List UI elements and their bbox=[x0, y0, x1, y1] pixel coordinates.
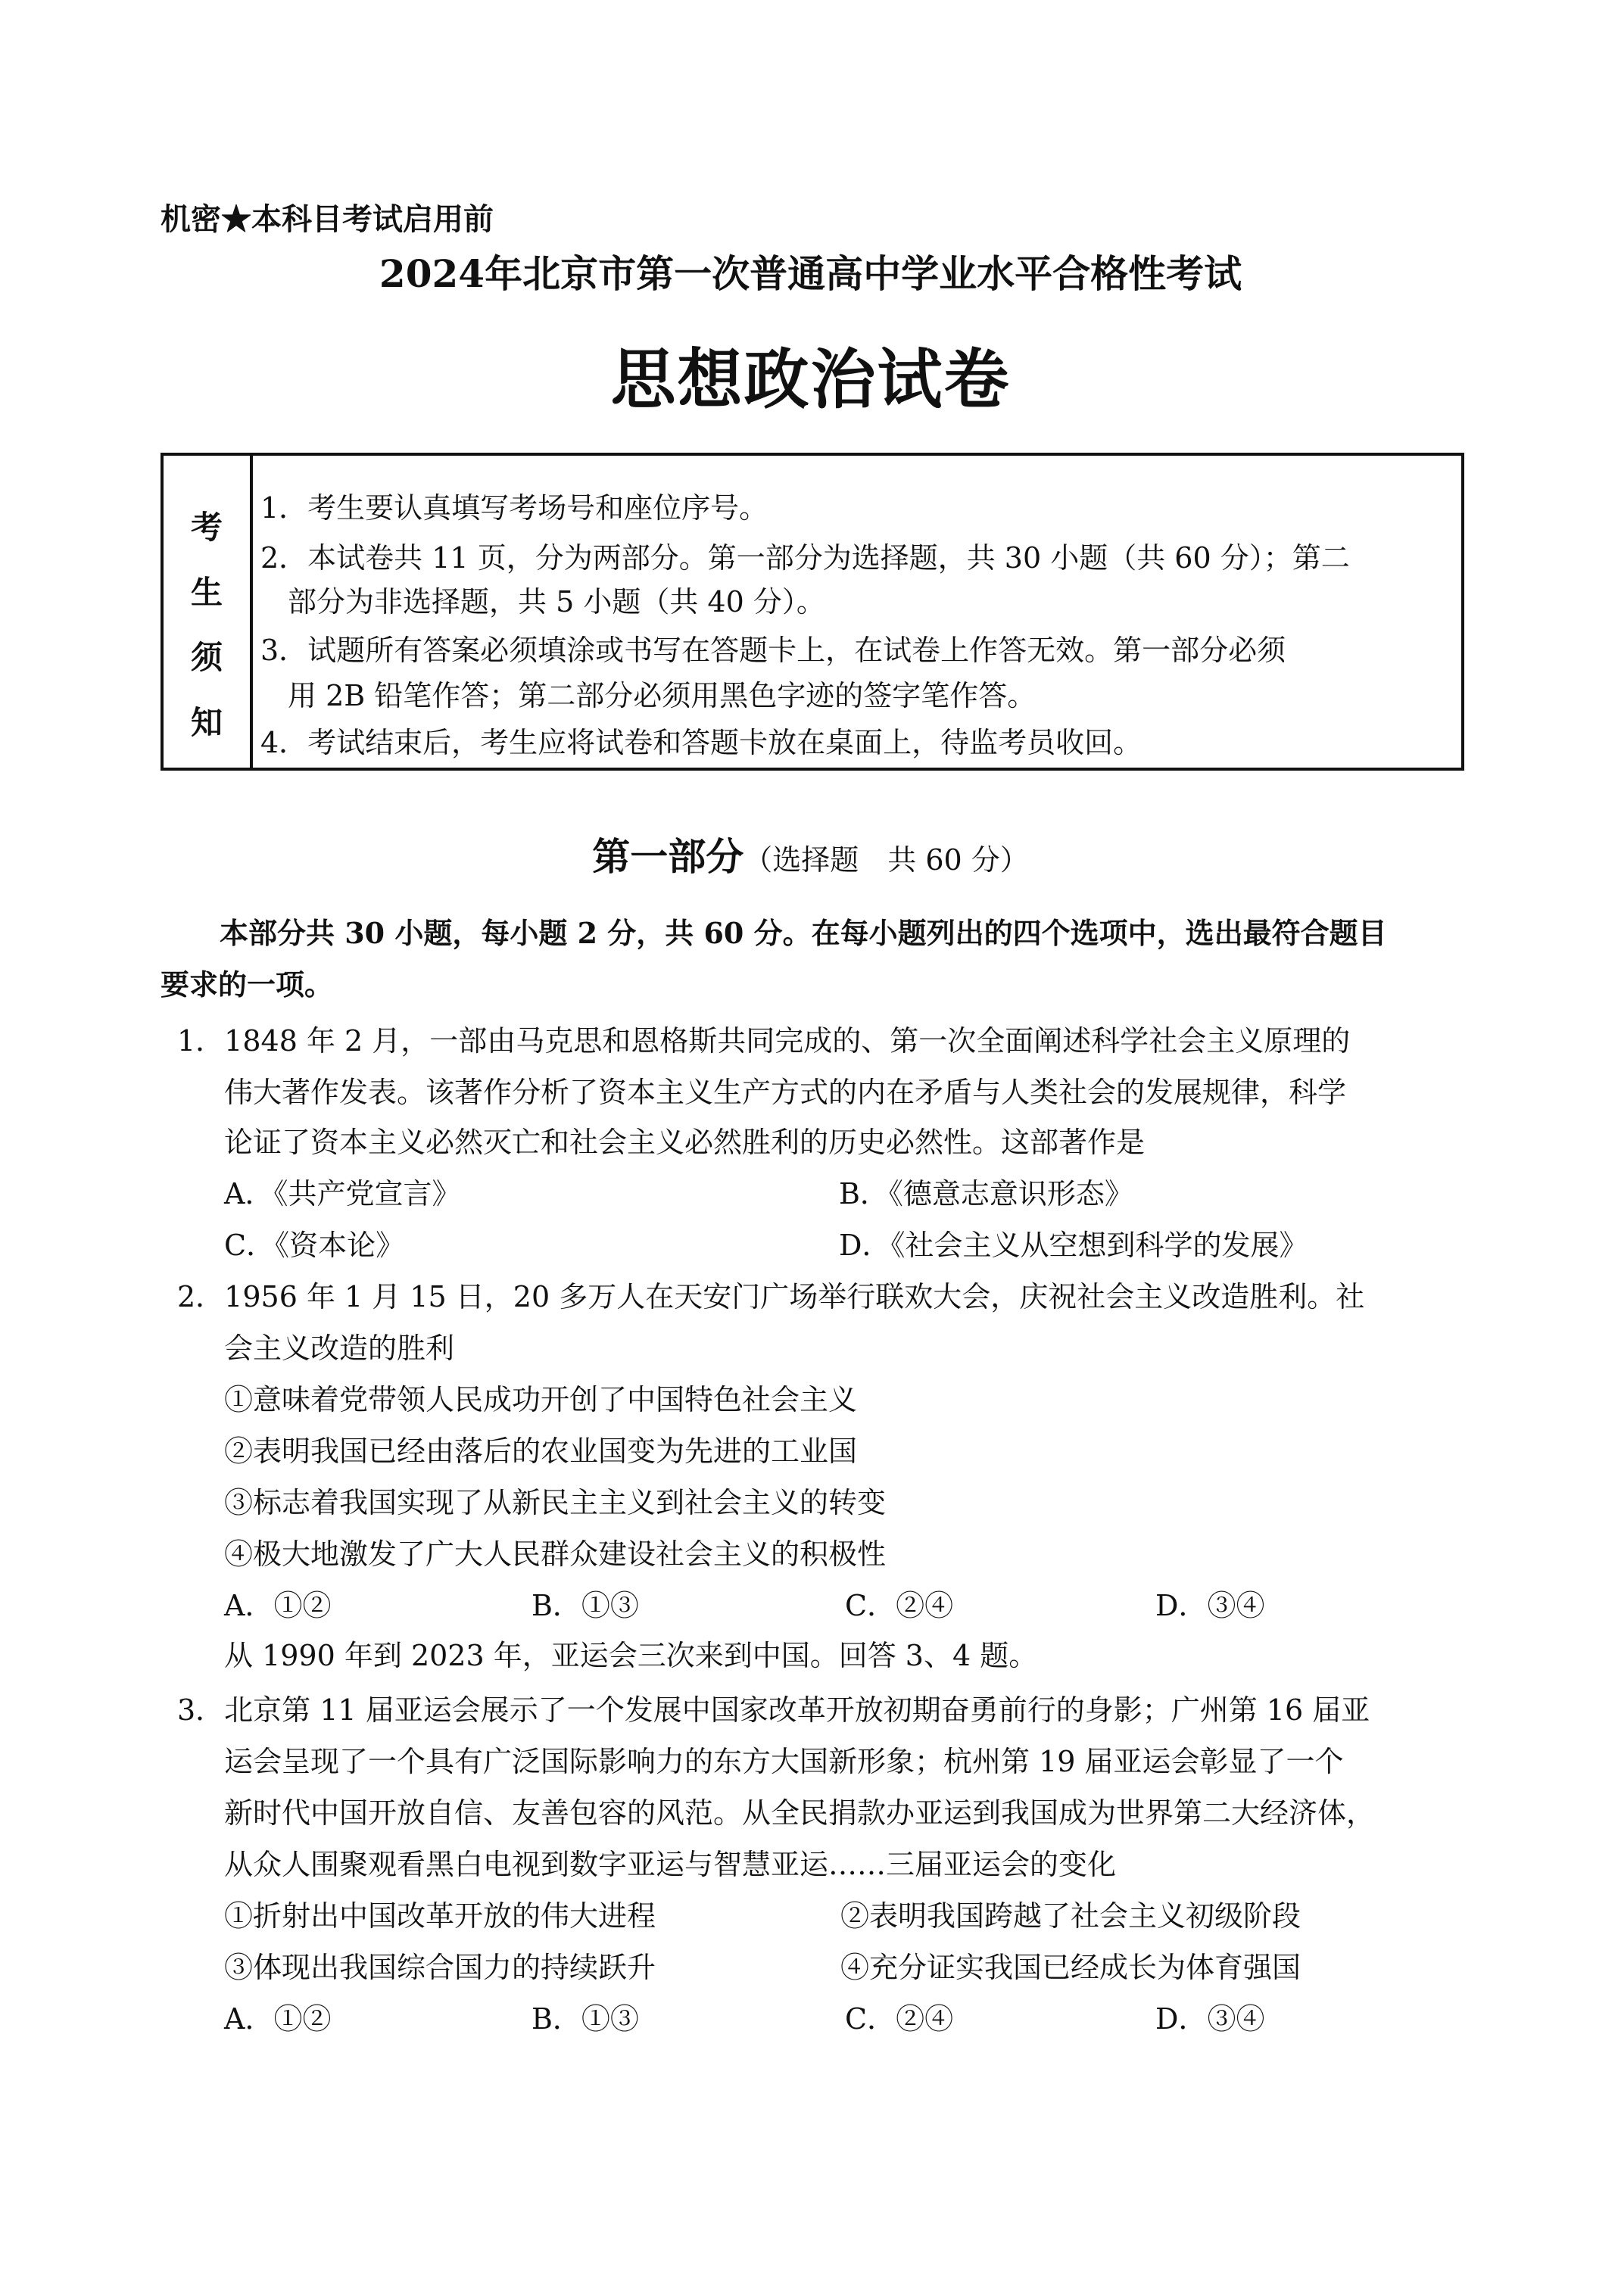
subject-title: 思想政治试卷 bbox=[610, 341, 1011, 418]
question-1-stem: 伟大著作发表。该著作分析了资本主义生产方式的内在矛盾与人类社会的发展规律，科学 bbox=[224, 1076, 1347, 1109]
section-instruction: 本部分共 30 小题，每小题 2 分，共 60 分。在每小题列出的四个选项中，选出最符合题目 bbox=[220, 916, 1387, 950]
notice-heading bbox=[164, 456, 253, 768]
question-3-item: ②表明我国跨越了社会主义初级阶段 bbox=[840, 1899, 1301, 1933]
section-instruction: 要求的一项。 bbox=[161, 967, 334, 1002]
question-3-item: ③体现出我国综合国力的持续跃升 bbox=[224, 1951, 656, 1984]
notice-heading-char: 生 bbox=[190, 574, 223, 611]
exam-title: 2024年北京市第一次普通高中学业水平合格性考试 bbox=[379, 251, 1242, 296]
question-3-stem: 从众人围聚观看黑白电视到数字亚运与智慧亚运……三届亚运会的变化 bbox=[224, 1848, 1117, 1881]
candidate-notice-box bbox=[161, 453, 1464, 771]
confidential-label: 机密★本科目考试启用前 bbox=[161, 201, 494, 237]
question-1-stem: 论证了资本主义必然灭亡和社会主义必然胜利的历史必然性。这部著作是 bbox=[224, 1126, 1146, 1159]
question-2-item: ③标志着我国实现了从新民主主义到社会主义的转变 bbox=[224, 1486, 887, 1519]
question-3-option-b: B．①③ bbox=[532, 2002, 639, 2036]
question-3-option-c: C．②④ bbox=[845, 2002, 954, 2036]
question-2-option-b: B．①③ bbox=[532, 1589, 639, 1622]
question-2-item: ②表明我国已经由落后的农业国变为先进的工业国 bbox=[224, 1435, 858, 1468]
questions-3-4-intro: 从 1990 年到 2023 年，亚运会三次来到中国。回答 3、4 题。 bbox=[224, 1639, 1038, 1672]
notice-line: 4．考试结束后，考生应将试卷和答题卡放在桌面上，待监考员收回。 bbox=[260, 726, 1142, 759]
question-1-option-c: C．《资本论》 bbox=[224, 1229, 405, 1262]
notice-line: 用 2B 铅笔作答；第二部分必须用黑色字迹的签字笔作答。 bbox=[288, 679, 1037, 712]
question-3-item: ①折射出中国改革开放的伟大进程 bbox=[224, 1899, 656, 1933]
notice-heading-char: 须 bbox=[190, 639, 223, 676]
question-1-stem: 1．1848 年 2 月，一部由马克思和恩格斯共同完成的、第一次全面阐述科学社会主义原理的 bbox=[177, 1024, 1351, 1058]
question-2-item: ④极大地激发了广大人民群众建设社会主义的积极性 bbox=[224, 1537, 887, 1571]
section-title-main: 第一部分 bbox=[592, 834, 744, 879]
question-2-item: ①意味着党带领人民成功开创了中国特色社会主义 bbox=[224, 1383, 858, 1416]
question-2-option-c: C．②④ bbox=[845, 1589, 954, 1622]
question-3-stem: 3．北京第 11 届亚运会展示了一个发展中国家改革开放初期奋勇前行的身影；广州第 16 届亚 bbox=[177, 1693, 1370, 1727]
notice-line: 3．试题所有答案必须填涂或书写在答题卡上，在试卷上作答无效。第一部分必须 bbox=[260, 634, 1286, 667]
question-1-option-d: D．《社会主义从空想到科学的发展》 bbox=[839, 1229, 1308, 1262]
question-3-stem: 新时代中国开放自信、友善包容的风范。从全民捐款办亚运到我国成为世界第二大经济体， bbox=[224, 1796, 1376, 1830]
question-3-option-d: D．③④ bbox=[1155, 2002, 1265, 2036]
notice-heading-char: 知 bbox=[190, 704, 223, 741]
notice-line: 部分为非选择题，共 5 小题（共 40 分）。 bbox=[288, 585, 825, 618]
question-2-option-a: A．①② bbox=[224, 1589, 332, 1622]
question-2-stem: 2．1956 年 1 月 15 日，20 多万人在天安门广场举行联欢大会，庆祝社会主义改造胜利。社 bbox=[177, 1280, 1365, 1313]
question-2-stem: 会主义改造的胜利 bbox=[224, 1332, 455, 1365]
question-2-option-d: D．③④ bbox=[1155, 1589, 1265, 1622]
notice-line: 1．考生要认真填写考场号和座位序号。 bbox=[260, 491, 768, 525]
notice-heading-char: 考 bbox=[190, 509, 223, 546]
notice-line: 2．本试卷共 11 页，分为两部分。第一部分为选择题，共 30 小题（共 60 分）；第二 bbox=[260, 541, 1350, 575]
question-3-option-a: A．①② bbox=[224, 2002, 332, 2036]
section-title bbox=[0, 827, 1621, 881]
question-3-item: ④充分证实我国已经成长为体育强国 bbox=[840, 1951, 1301, 1984]
section-title-sub: （选择题 共 60 分） bbox=[743, 843, 1029, 877]
question-1-option-a: A．《共产党宣言》 bbox=[224, 1177, 461, 1210]
question-3-stem: 运会呈现了一个具有广泛国际影响力的东方大国新形象；杭州第 19 届亚运会彰显了一个 bbox=[224, 1745, 1344, 1778]
question-1-option-b: B．《德意志意识形态》 bbox=[839, 1177, 1133, 1210]
